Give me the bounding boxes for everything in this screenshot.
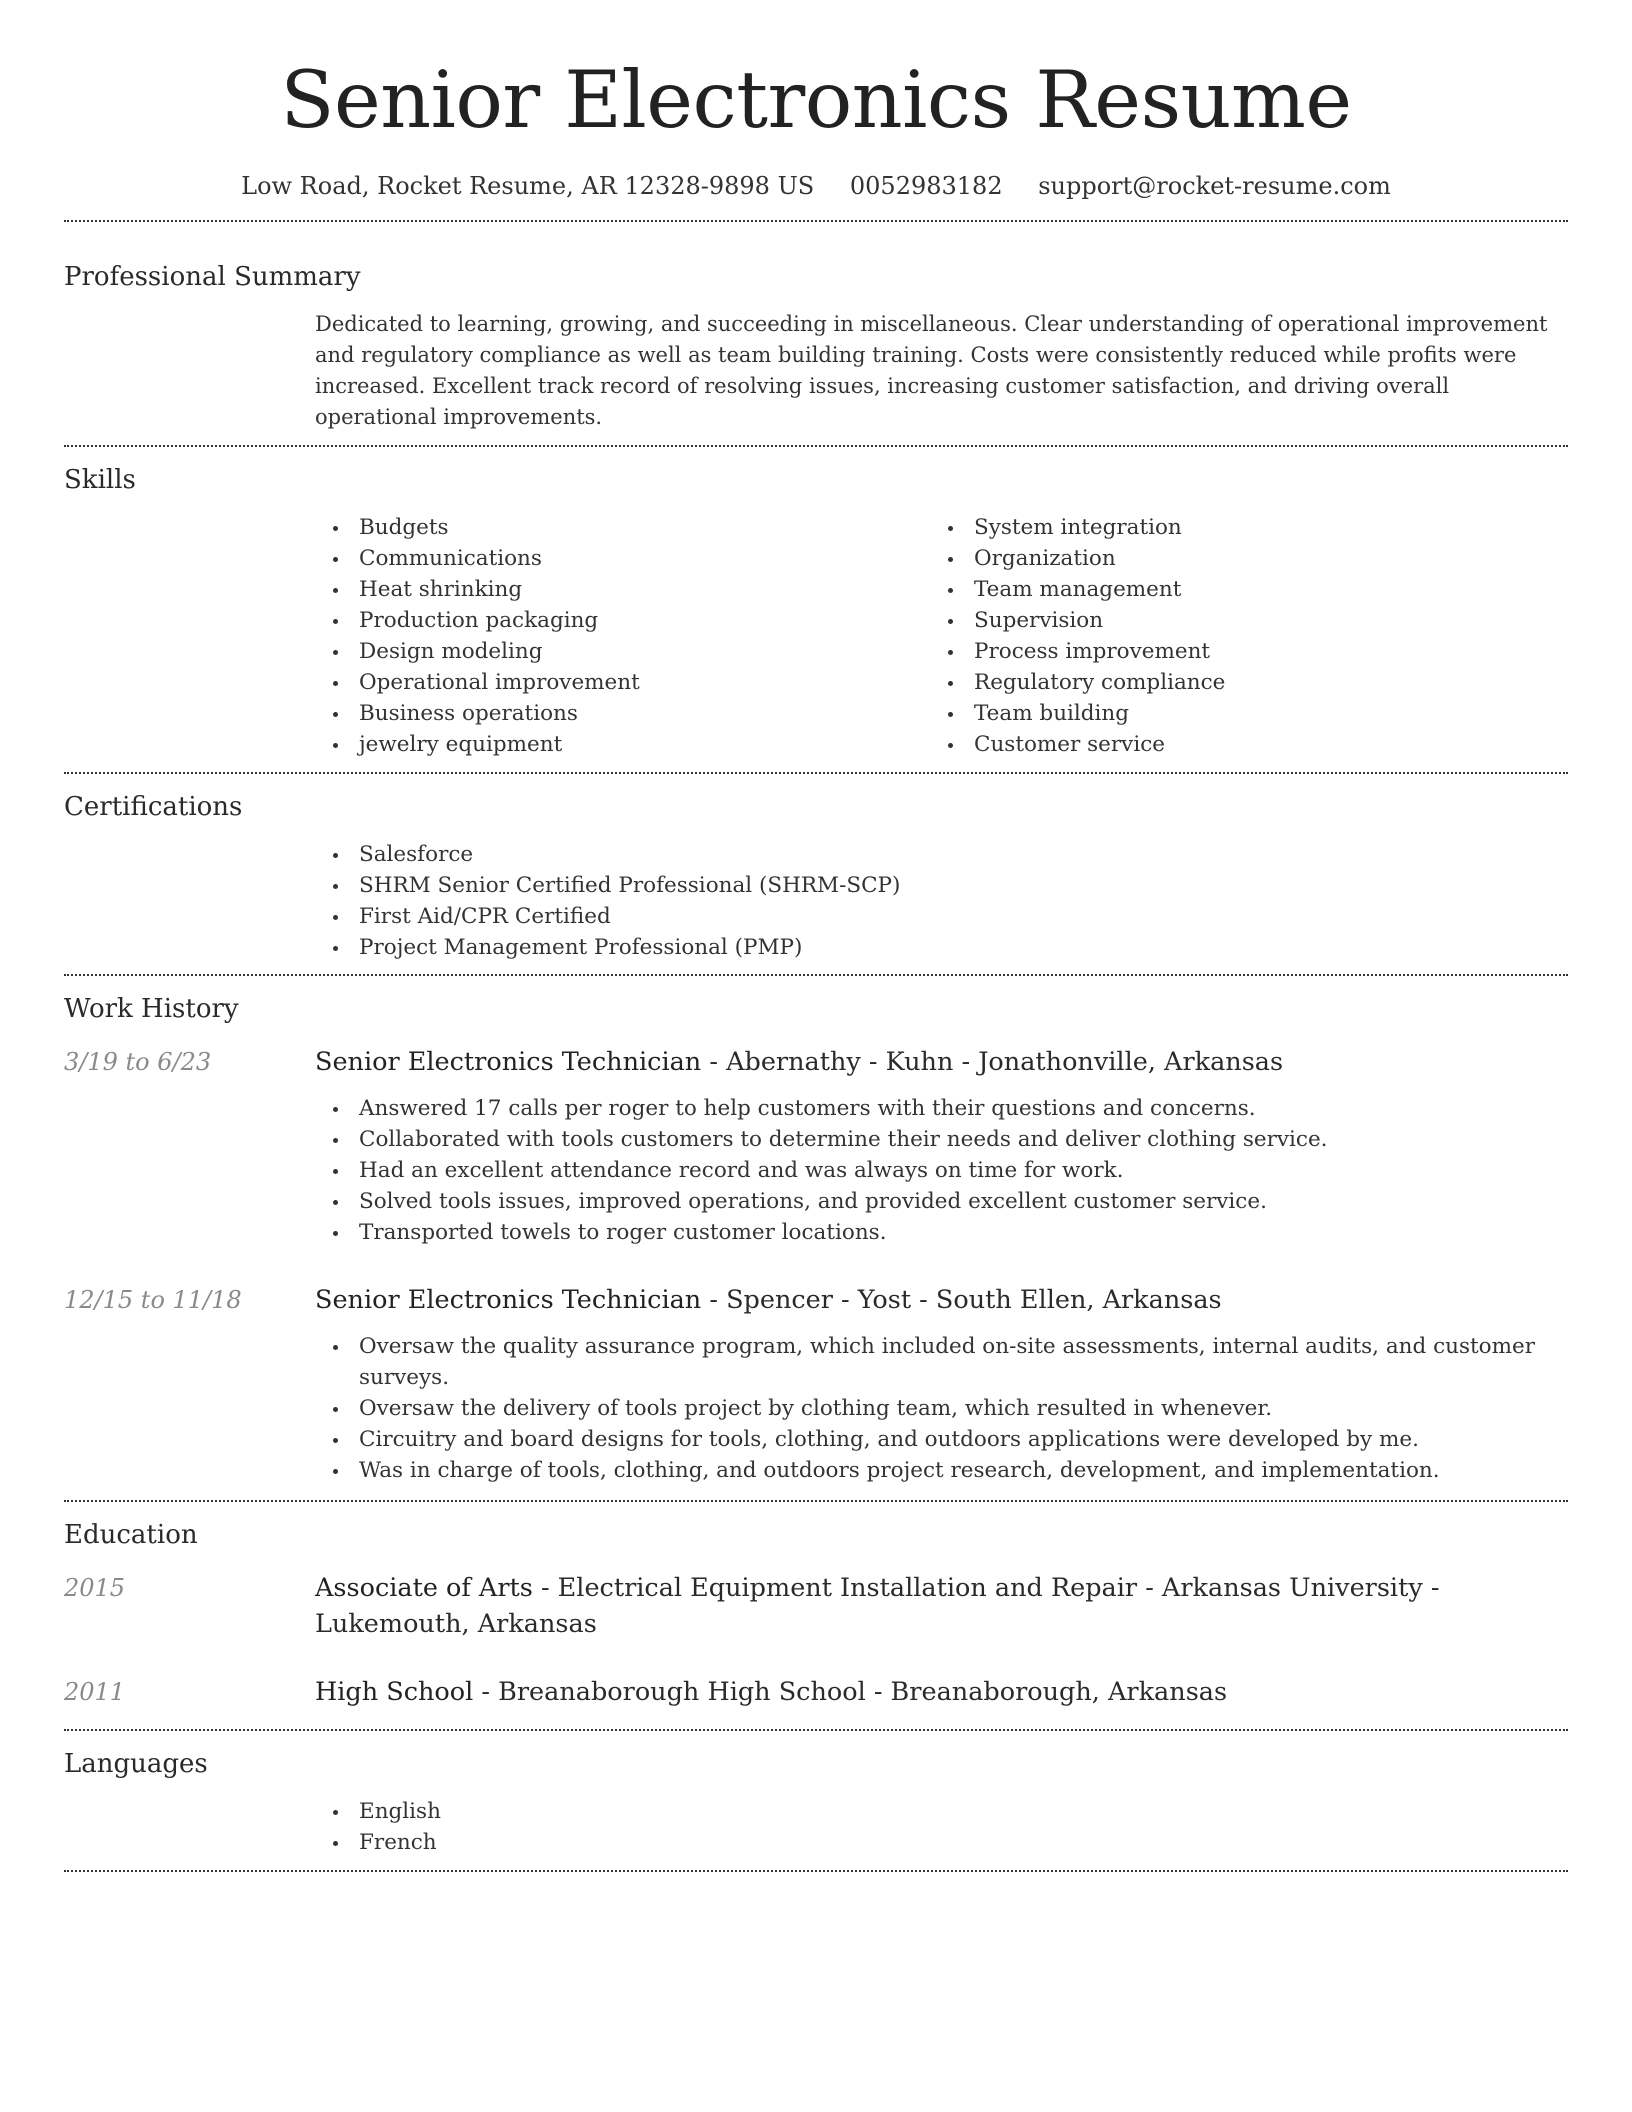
work-entry — [64, 1248, 1568, 1500]
education-details — [315, 1570, 1568, 1642]
languages-section — [64, 1731, 1568, 1870]
resume-title: Senior Electronics Resume — [280, 54, 1352, 146]
certifications-heading: Certifications — [64, 792, 243, 822]
summary-heading: Professional Summary — [64, 262, 361, 292]
work-bullets — [315, 1318, 1568, 1486]
divider — [64, 1870, 1568, 1872]
work-title — [315, 1282, 1568, 1318]
language-item: French — [315, 1827, 1568, 1858]
skill-item: Team building — [930, 698, 1545, 729]
skill-item: Supervision — [930, 605, 1545, 636]
job-role: Senior Electronics Technician — [315, 1047, 702, 1077]
school: - Breanaborough High School - Breanaborough, Arkansas — [473, 1677, 1228, 1707]
work-bullet: Circuitry and board designs for tools, clothing, and outdoors applications were developed by me. — [315, 1424, 1568, 1455]
skills-list-left — [315, 512, 930, 760]
work-date: 3/19 to 6/23 — [64, 1048, 212, 1076]
summary-section — [64, 222, 1568, 445]
skills-heading: Skills — [64, 465, 136, 495]
certifications-section — [64, 774, 1568, 974]
work-bullet: Oversaw the quality assurance program, which included on-site assessments, internal audits, and customer surveys. — [315, 1331, 1568, 1393]
work-bullet: Transported towels to roger customer locations. — [315, 1217, 1568, 1248]
work-bullet: Answered 17 calls per roger to help customers with their questions and concerns. — [315, 1093, 1568, 1124]
address-text: Low Road, Rocket Resume, AR 12328-9898 US — [241, 172, 815, 200]
language-item: English — [315, 1796, 1568, 1827]
work-bullets — [315, 1080, 1568, 1248]
skill-item: Budgets — [315, 512, 930, 543]
summary-text: Dedicated to learning, growing, and succeeding in miscellaneous. Clear understanding of operational improvement and regulatory compliance as well as team building training. Costs were consistently reduced while profits were increased. Excellent track record of resolving issues, increasing customer satisfaction, and driving overall operational improvements. — [315, 312, 1548, 429]
skill-item: System integration — [930, 512, 1545, 543]
work-history-heading: Work History — [64, 994, 239, 1024]
certification-item: First Aid/CPR Certified — [315, 901, 1568, 932]
education-title — [315, 1674, 1568, 1710]
contact-line — [64, 168, 1568, 212]
skill-item: Design modeling — [315, 636, 930, 667]
work-entry — [64, 1026, 1568, 1248]
skill-item: Team management — [930, 574, 1545, 605]
skills-grid — [315, 497, 1568, 772]
work-bullet: Solved tools issues, improved operations, and provided excellent customer service. — [315, 1186, 1568, 1217]
job-role: Senior Electronics Technician — [315, 1285, 702, 1315]
skill-item: Organization — [930, 543, 1545, 574]
skill-item: Customer service — [930, 729, 1545, 760]
certifications-list — [315, 839, 1568, 963]
skill-item: Regulatory compliance — [930, 667, 1545, 698]
work-details — [315, 1044, 1568, 1248]
education-details — [315, 1674, 1568, 1710]
phone-text: 0052983182 — [849, 172, 1003, 200]
degree: High School — [315, 1677, 474, 1707]
skill-item: Communications — [315, 543, 930, 574]
skill-item: Business operations — [315, 698, 930, 729]
certifications-body — [315, 824, 1568, 974]
languages-heading: Languages — [64, 1749, 208, 1779]
certification-item: Salesforce — [315, 839, 1568, 870]
degree: Associate of Arts — [315, 1573, 533, 1603]
education-entry — [64, 1642, 1568, 1729]
education-heading: Education — [64, 1520, 198, 1550]
work-bullet: Was in charge of tools, clothing, and outdoors project research, development, and implementation. — [315, 1455, 1568, 1486]
work-date: 12/15 to 11/18 — [64, 1286, 242, 1314]
skill-item: jewelry equipment — [315, 729, 930, 760]
work-bullet: Had an excellent attendance record and was always on time for work. — [315, 1155, 1568, 1186]
work-history-section — [64, 976, 1568, 1500]
resume-page — [64, 0, 1568, 1872]
skill-item: Heat shrinking — [315, 574, 930, 605]
skills-section — [64, 447, 1568, 772]
skills-list-right — [930, 512, 1545, 760]
education-date: 2011 — [64, 1678, 126, 1706]
education-date: 2015 — [64, 1574, 126, 1602]
education-entry — [64, 1552, 1568, 1642]
languages-body — [315, 1781, 1568, 1870]
work-bullet: Collaborated with tools customers to determine their needs and deliver clothing service. — [315, 1124, 1568, 1155]
education-section — [64, 1502, 1568, 1729]
school: - Electrical Equipment Installation and Repair - Arkansas University - Lukemouth, Arkansas — [315, 1573, 1440, 1639]
work-title — [315, 1044, 1568, 1080]
skill-item: Operational improvement — [315, 667, 930, 698]
education-title — [315, 1570, 1568, 1642]
languages-list — [315, 1796, 1568, 1858]
job-employer: - Abernathy - Kuhn - Jonathonville, Arkansas — [701, 1047, 1284, 1077]
certification-item: Project Management Professional (PMP) — [315, 932, 1568, 963]
skill-item: Process improvement — [930, 636, 1545, 667]
email-link[interactable]: support@rocket-resume.com — [1038, 172, 1391, 200]
skill-item: Production packaging — [315, 605, 930, 636]
job-employer: - Spencer - Yost - South Ellen, Arkansas — [701, 1285, 1222, 1315]
certification-item: SHRM Senior Certified Professional (SHRM-SCP) — [315, 870, 1568, 901]
work-details — [315, 1282, 1568, 1486]
work-bullet: Oversaw the delivery of tools project by clothing team, which resulted in whenever. — [315, 1393, 1568, 1424]
